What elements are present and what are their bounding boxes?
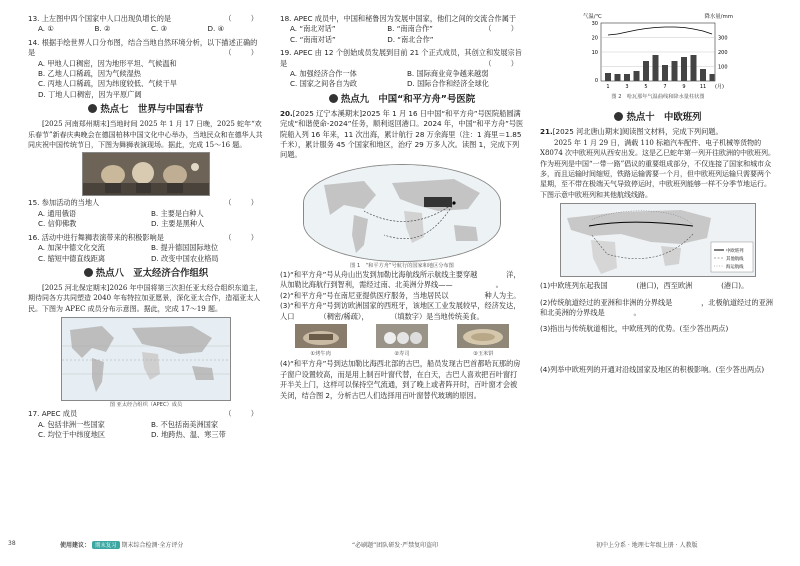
climate-chart-plot — [583, 21, 733, 91]
sushi-photo — [376, 324, 428, 348]
option[interactable]: C. 缩短中德直线距离 — [38, 253, 106, 263]
subquestion-4: (4)列举中欧班列的开通对沿线国家及地区的积极影响。(至少答出两点) — [540, 364, 765, 374]
section-title-hot7: 热点七 世界与中国春节 — [28, 103, 264, 117]
roast-beef-photo — [295, 324, 347, 348]
question-16: 16. 活动中进行舞狮表演带来的积极影响是 （ ） A. 加深中德文化交流 B. 提升德国国际地位 C. 缩短中德直线距离 D. 改变中国农业格局 — [28, 232, 264, 263]
option[interactable]: C. 国家之间各自为政 — [290, 79, 358, 89]
option[interactable]: D. 丁地人口稠密，因为平原广阔 — [38, 89, 142, 99]
option[interactable]: B. ② — [94, 24, 111, 34]
option[interactable]: B. 乙地人口稀疏，因为气候湿热 — [38, 69, 141, 79]
svg-text:9: 9 — [682, 84, 686, 90]
question-20: 20.[2025 辽宁本溪期末]2025 年 1 月 16 日中国“和平方舟”号医院船圆满完成“和谐使命-2024”任务，顺利返回港口。2024 年，中国“和平方舟”号医院船入列 16 年来，11 次出海，累计航行 28 万余海里（注：1 海里＝1.85 千米），累计服务 45 个国家和地区，治疗 29 万多人次。读图 1，完成下列问题。 — [280, 108, 524, 160]
option[interactable]: C. 信仰佛教 — [38, 219, 77, 229]
question-15: 15. 参加活动的当地人 （ ） A. 通用俄语 B. 主要是白种人 C. 信仰佛教 D. 主要是黑种人 — [28, 198, 264, 229]
question-18: 18. APEC 成员中，中国和秘鲁因为发展中国家，他们之间的交流合作属于 （ ） A. “南北对话” B. “南南合作” C. “南南对话” D. “南北合作” — [280, 14, 524, 44]
option[interactable]: B. 不包括南美洲国家 — [151, 419, 219, 429]
option[interactable]: D. 改变中国农业格局 — [151, 253, 219, 263]
option[interactable]: A. 甲地人口稠密，因为地形平坦、气候温和 — [38, 58, 177, 68]
option[interactable]: C. “南南对话” — [290, 34, 336, 44]
svg-text:(月): (月) — [715, 84, 724, 90]
question-14: 14. 根据手绘世界人口分布图，结合当地自然环境分析，以下描述正确的是 （ ） A. 甲地人口稠密，因为地形平坦、气候温和 B. 乙地人口稀疏，因为气候湿热 C. 丙地人口稀疏，因为纬度较低、气候干旱 D. 丁地人口稠密，因为平原广阔 — [28, 37, 264, 99]
question-19: 19. APEC 由 12 个创始成员发展到目前 21 个正式成员，其创立和发展宗旨是 （ ） A. 加强经济合作一体 B. 国际商业竞争越来越弱 C. 国家之间各自为政 D. 国际合作和经济全球化 — [280, 48, 524, 89]
option[interactable]: D. “南北合作” — [387, 34, 434, 44]
legend-label: 海运航线 — [726, 265, 744, 271]
question-21: 21.[2025 河北唐山期末]阅读图文材料，完成下列问题。 2025 年 1 月 29 日，满载 110 标箱汽车配件、电子机械等货物的 X8074 次中欧班列从西安出发。这是乙巳蛇年第一列开往欧洲的中欧班列。作为班列是中国“一带一路”倡议的重要组成部分，不仅连接了国家和城市众多，而且运输时间缩短，铁路运输需要一个月，但中欧班列运输只需要两个星期，至不带在极端天气导致停运时，中欧班列能够一样不分季节地运行。下图示意中欧班列和其他航线线路。 — [540, 127, 776, 199]
option[interactable]: C. 丙地人口稀疏，因为纬度较低、气候干旱 — [38, 79, 177, 89]
svg-text:10: 10 — [591, 50, 598, 56]
option[interactable]: B. 提升德国国际地位 — [151, 243, 219, 253]
option[interactable]: A. ① — [38, 24, 54, 34]
option[interactable]: A. 加深中德文化交流 — [38, 243, 105, 253]
option[interactable]: A. “南北对话” — [290, 24, 336, 34]
section-title-hot8: 热点八 亚太经济合作组织 — [28, 267, 264, 281]
option[interactable]: D. 主要是黑种人 — [151, 219, 205, 229]
tortilla-photo — [457, 324, 509, 348]
food-item: ①烤牛肉 — [295, 324, 347, 358]
subquestion-3: (3)指出与传统航道相比，中欧班列的优势。(至少答出两点) — [540, 324, 729, 334]
footer-right: 初中上分系 · 地理七年级上册 · 人教版 — [596, 542, 698, 549]
svg-text:7: 7 — [663, 84, 667, 90]
svg-text:30: 30 — [591, 21, 598, 27]
question-17: 17. APEC 成员 （ ） A. 包括非洲一些国家 B. 不包括南美洲国家 C. 均位于中纬度地区 D. 地跨热、温、寒三带 — [28, 409, 264, 439]
question-13: 13. 上左图中四个国家中人口出现负增长的是 （ ） A. ① B. ② C. ③ D. ④ — [28, 14, 264, 34]
hotspot-icon — [88, 104, 97, 113]
option[interactable]: A. 通用俄语 — [38, 208, 77, 218]
usage-hint: 使用建议： 期末复习 期末综合检测·全方评分 — [60, 542, 184, 549]
peace-ark-route-map — [303, 164, 501, 262]
svg-text:0: 0 — [594, 78, 598, 84]
apec-map — [61, 317, 231, 401]
svg-text:5: 5 — [644, 84, 648, 90]
review-sticker: 期末复习 — [92, 541, 120, 549]
section-title-hot9: 热点九 中国“和平方舟”号医院 — [280, 93, 524, 107]
svg-text:3: 3 — [625, 84, 629, 90]
subquestion-3: (3)“和平方舟”号到访欧洲国家的西班牙，该地区工业发展较早，经济发达，人口 （稠密/稀疏）， （填数字）是当地传统美食。 — [280, 301, 521, 321]
option[interactable]: D. ④ — [207, 24, 225, 34]
subquestion-2: (2)“和平方舟”号在南尼亚提供医疗服务，当地居民以 种人为主。 — [280, 290, 521, 300]
option[interactable]: B. 主要是白种人 — [151, 208, 204, 218]
option[interactable]: C. 均位于中纬度地区 — [38, 429, 106, 439]
hotspot-icon — [84, 268, 93, 277]
material-text: [2025 河南郑州期末]当地时间 2025 年 1 月 17 日晚，2025 蛇年“欢乐春节”新春庆典晚会在德国柏林中国文化中心举办，当地民众和在德华人共同庆祝中国传统节日，下图为舞狮表演现场。据此，完成 15～16 题。 — [28, 120, 263, 150]
china-europe-rail-map — [560, 203, 756, 277]
svg-text:300: 300 — [718, 35, 728, 42]
food-photos — [280, 324, 524, 358]
option[interactable]: B. “南南合作” — [387, 24, 433, 34]
legend-label: 其他航线 — [726, 257, 744, 263]
subquestion-1: (1)“和平方舟”号从舟山出发到加勒比海航线所示航线主要穿越 洋，从加勒比海航行到智利，需经过南、北美洲分界线—— 。 — [280, 269, 521, 290]
column-left — [28, 14, 264, 443]
page-number: 38 — [8, 540, 16, 547]
svg-text:100: 100 — [718, 64, 728, 71]
legend-label: 中欧班列 — [726, 249, 744, 255]
climate-chart — [583, 14, 733, 101]
option[interactable]: A. 加强经济合作一体 — [290, 69, 357, 79]
food-item: ②寿司 — [376, 324, 428, 358]
svg-text:20: 20 — [591, 35, 598, 42]
material-text: [2025 河北保定期末]2026 年中国将第三次担任亚太经合组织东道主，期待同各方共同塑造 2040 年布特拉加亚愿景，深化亚太合作，造福亚太人民。下图为 APEC 成员分布示意图。据此，完成 17～19 题。 — [28, 283, 263, 313]
material-text: 2025 年 1 月 29 日，满载 110 标箱汽车配件、电子机械等货物的 X8074 次中欧班列从西安出发。这是乙巳蛇年第一列开往欧洲的中欧班列。作为班列是中国“一带一路”倡议的重要组成部分，不仅连接了国家和城市众多，而且运输时间缩短，铁路运输需要一个月，但中欧班列运输只需要两个星期，至不带在极端天气导致停运时，中欧班列能够一样不分季节地运行。下图示意中欧班列和其他航线线路。 — [540, 138, 776, 199]
subquestion-2: (2)传统航道经过的亚洲和非洲的分界线是 ，北极航道经过的亚洲和北美洲的分界线是 。 — [540, 297, 773, 318]
column-right — [540, 14, 776, 375]
footer-center: “必刷题”团队研发·严禁复印盗印 — [352, 542, 439, 549]
hotspot-icon — [329, 94, 338, 103]
subquestion-4: (4)“和平方舟”号到达加勒比海西北部的古巴，船员发现古巴首都哈瓦那的房子窗户设置较高，而是用上制百叶窗代替，在白天，古巴人喜欢把百叶窗打开半关上门，这样可以保持空气流通，到了晚上或者阵开时，百叶窗才会被关闭，结合图 2，分析古巴人们选择用百叶窗替代玻璃的原因。 — [280, 359, 521, 400]
figure-caption: 图 亚太经合组织（APEC）成员 — [109, 402, 183, 409]
section-title-hot10: 热点十 中欧班列 — [540, 111, 776, 125]
column-middle — [280, 14, 524, 401]
option[interactable]: B. 国际商业竞争越来越弱 — [407, 69, 489, 79]
option[interactable]: A. 包括非洲一些国家 — [38, 419, 105, 429]
svg-text:200: 200 — [718, 50, 728, 56]
figure-caption: 图 1 “和平方舟”号航行的国家和地区分布图 — [350, 262, 454, 269]
option[interactable]: C. ③ — [151, 24, 168, 34]
temp-axis-label: 气温/℃ — [583, 14, 602, 20]
figure-caption: 图 2 哈瓦那年气温曲线和降水量柱状图 — [611, 94, 705, 101]
food-item: ③玉米饼 — [457, 324, 509, 358]
svg-text:1: 1 — [606, 84, 610, 90]
option[interactable]: D. 国际合作和经济全球化 — [407, 79, 489, 89]
svg-text:11: 11 — [699, 84, 707, 90]
hotspot-icon — [614, 112, 623, 121]
rain-axis-label: 降水量/mm — [704, 14, 733, 20]
lion-dance-photo — [82, 152, 210, 196]
subquestion-1: (1)中欧班列东起我国 (港口)，西至欧洲 (港口)。 — [540, 281, 749, 291]
option[interactable]: D. 地跨热、温、寒三带 — [151, 429, 226, 439]
